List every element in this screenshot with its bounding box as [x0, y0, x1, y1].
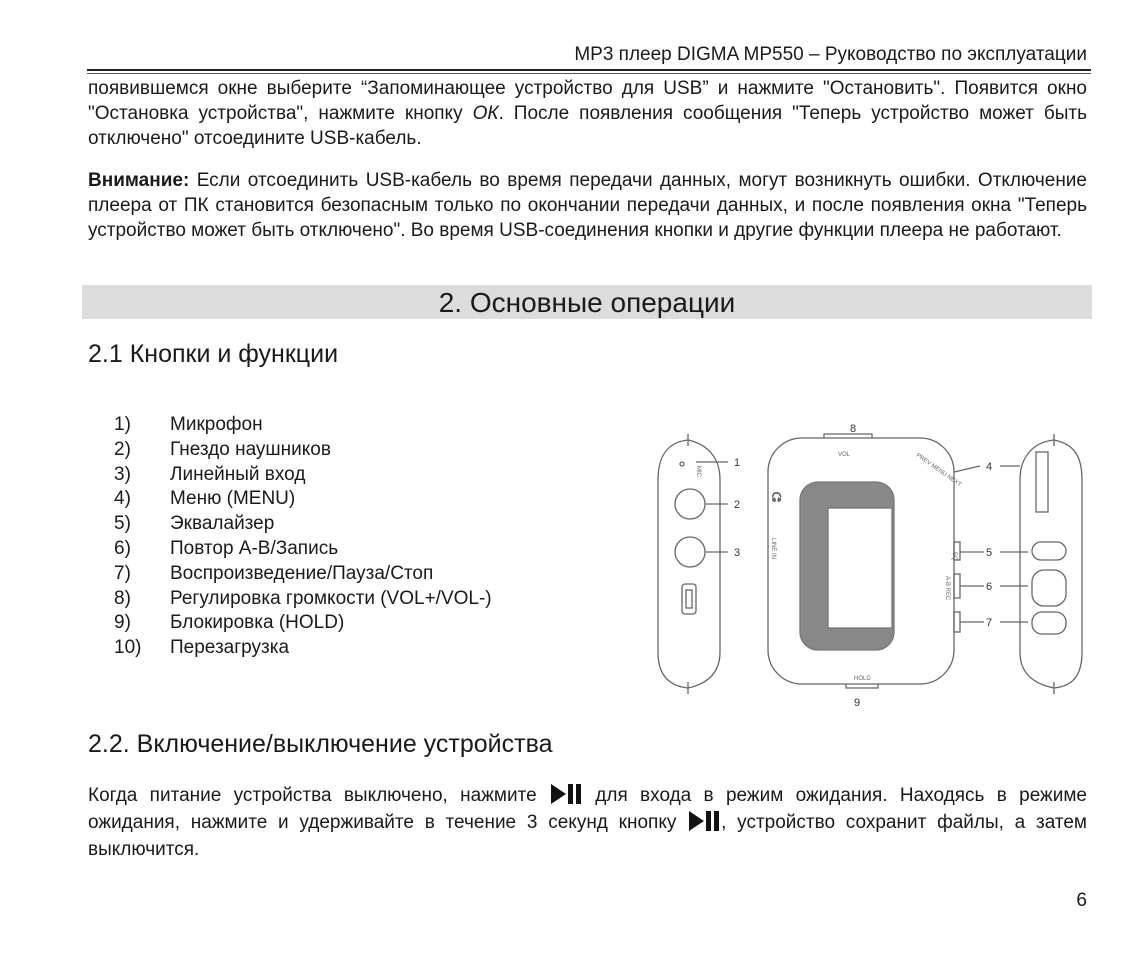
player-left-side	[658, 434, 782, 694]
list-item	[114, 438, 492, 463]
list-item-label: Воспроизведение/Пауза/Стоп	[170, 562, 434, 584]
list-item-number: 10)	[114, 637, 142, 659]
list-item	[114, 463, 492, 488]
list-item-label: Линейный вход	[170, 463, 306, 485]
list-item	[114, 636, 492, 661]
play-pause-icon	[687, 810, 721, 832]
functions-list	[114, 413, 492, 661]
list-item	[114, 537, 492, 562]
warning-label: Внимание:	[88, 170, 190, 191]
list-item	[114, 611, 492, 636]
list-item-number: 5)	[114, 513, 131, 535]
vol-label: VOL	[838, 452, 851, 458]
power-text-3: , устройство сохранит файлы, а затем выключится.	[88, 812, 1087, 860]
list-item-label: Микрофон	[170, 414, 263, 435]
play-button	[1032, 612, 1066, 634]
callout-6: 6	[986, 581, 993, 593]
callout-9: 9	[854, 697, 861, 709]
usb-port	[682, 584, 696, 614]
svg-text:MIC: MIC	[695, 466, 701, 477]
callout-7: 7	[986, 617, 993, 629]
ok-button-name: ОК	[472, 103, 499, 124]
header-rule-thin	[87, 73, 1091, 74]
list-item	[114, 587, 492, 612]
list-item-number: 1)	[114, 414, 131, 435]
callout-8: 8	[850, 423, 857, 435]
list-item-label: Меню (MENU)	[170, 488, 296, 510]
list-item-number: 8)	[114, 587, 131, 609]
callout-4: 4	[986, 461, 993, 473]
player-front	[768, 423, 980, 709]
ab-rec-button	[1032, 570, 1066, 606]
line-in-label: LINE IN	[770, 538, 776, 560]
list-item-number: 9)	[114, 612, 131, 634]
power-text-2: для входа в режим ожидания. Находясь в режиме ожидания, нажмите и удерживайте в течение 3 секунд кнопку	[88, 785, 1088, 833]
callout-1: 1	[734, 457, 741, 469]
line-in-jack	[675, 537, 705, 567]
power-paragraph	[88, 782, 1087, 863]
list-item-label: Повтор А-В/Запись	[170, 537, 339, 559]
callout-3: 3	[734, 547, 741, 559]
ab-rec-label: A-B REC	[944, 576, 950, 601]
list-item-number: 4)	[114, 488, 131, 510]
player-diagram	[650, 416, 1100, 712]
callout-5: 5	[986, 547, 993, 559]
page-header: MP3 плеер DIGMA MP550 – Руководство по эксплуатации	[574, 44, 1087, 65]
eq-label: EQ	[951, 552, 957, 561]
list-item-number: 7)	[114, 562, 131, 584]
list-item	[114, 413, 492, 438]
menu-label: PREV MENU NEXT	[914, 452, 962, 489]
section-title: 2. Основные операции	[82, 285, 1092, 319]
list-item	[114, 512, 492, 537]
list-item	[114, 487, 492, 512]
headphone-jack	[675, 489, 705, 519]
callout-2: 2	[734, 499, 741, 511]
list-item-label: Эквалайзер	[170, 513, 275, 535]
list-item	[114, 562, 492, 587]
list-item-label: Регулировка громкости (VOL+/VOL-)	[170, 587, 492, 609]
intro-paragraph	[88, 76, 1087, 151]
reset-switch	[1036, 452, 1048, 512]
list-item-number: 2)	[114, 438, 131, 460]
intro-text-after: . После появления сообщения "Теперь устройство может быть отключено" отсоедините USB-кабель.	[88, 103, 1087, 149]
header-rule	[87, 69, 1091, 71]
subsection-title-buttons: 2.1 Кнопки и функции	[88, 340, 339, 368]
hold-label: HOLD	[854, 676, 871, 682]
list-item-number: 6)	[114, 537, 131, 559]
page-number: 6	[1076, 890, 1087, 911]
microphone-hole	[680, 462, 684, 466]
svg-text:🎧: 🎧	[771, 492, 783, 502]
list-item-label: Гнездо наушников	[170, 438, 331, 460]
list-item-label: Блокировка (HOLD)	[170, 612, 345, 634]
warning-text: Если отсоединить USB-кабель во время передачи данных, могут возникнуть ошибки. Отключение плеера от ПК становится безопасным только по окончании передачи данных, и после появления окна "Теперь устройство может быть отключено". Во время USB-соединения кнопки и другие функции плеера не работают.	[88, 170, 1087, 241]
warning-paragraph	[88, 168, 1087, 243]
subsection-title-power: 2.2. Включение/выключение устройства	[88, 730, 553, 758]
list-item-number: 3)	[114, 463, 131, 485]
play-pause-icon	[549, 783, 583, 805]
player-right-side	[1020, 434, 1082, 694]
eq-button	[1032, 542, 1066, 560]
power-text-1: Когда питание устройства выключено, нажмите	[88, 785, 549, 806]
intro-text: появившемся окне выберите “Запоминающее устройство для USB” и нажмите "Остановить". Появится окно "Остановка устройства", нажмите кнопку	[88, 78, 1087, 124]
list-item-label: Перезагрузка	[170, 637, 290, 659]
screen	[828, 508, 892, 628]
